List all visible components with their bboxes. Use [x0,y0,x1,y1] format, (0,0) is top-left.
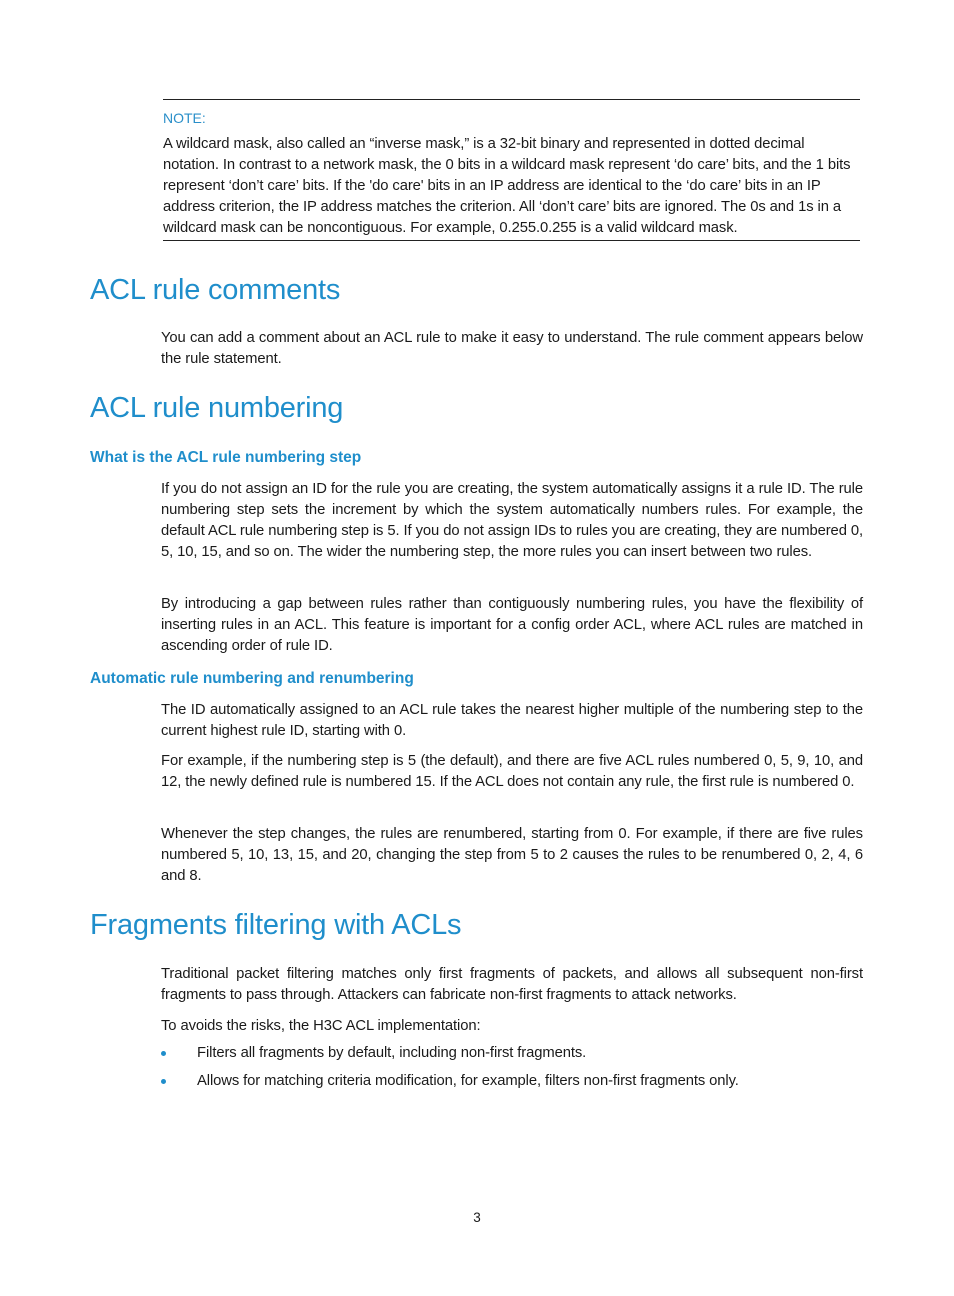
paragraph-automatic-numbering-3: Whenever the step changes, the rules are renumbered, starting from 0. For example, if there are five rules numbered 5, 10, 13, 15, and 20, changing the step from 5 to 2 causes the rules to be renumbered 0, 2, 4, 6 and 8. [161,826,863,884]
paragraph-numbering-step-2: By introducing a gap between rules rather than contiguously numbering rules, you have the flexibility of inserting rules in an ACL. This feature is important for a config order ACL, where ACL rules are matched in ascending order of rule ID. [161,596,863,654]
note-box [163,99,860,241]
page-number: 3 [473,1210,481,1225]
heading-acl-rule-comments: ACL rule comments [90,274,341,306]
list-item [161,1071,863,1092]
note-label: NOTE: [163,110,206,126]
paragraph-comments-1: You can add a comment about an ACL rule to make it easy to understand. The rule comment appears below the rule statement. [161,330,863,367]
paragraph-automatic-numbering-2: For example, if the numbering step is 5 (the default), and there are five ACL rules numbered 0, 5, 9, 10, and 12, the newly defined rule is numbered 15. If the ACL does not contain any rule, the first rule is numbered 0. [161,753,863,790]
fragments-bullet-list [161,1043,863,1099]
list-item-text: Filters all fragments by default, including non-first fragments. [197,1045,587,1061]
list-item [161,1043,863,1064]
paragraph-fragments-1: Traditional packet filtering matches only first fragments of packets, and allows all subsequent non-first fragments to pass through. Attackers can fabricate non-first fragments to attack networks. [161,966,863,1003]
paragraph-automatic-numbering-1: The ID automatically assigned to an ACL rule takes the nearest higher multiple of the numbering step to the current highest rule ID, starting with 0. [161,702,863,739]
note-text: A wildcard mask, also called an “inverse mask,” is a 32-bit binary and represented in dotted decimal notation. In contrast to a network mask, the 0 bits in a wildcard mask represent ‘do care’ bits, and the 1 bits represent ‘don’t care’ bits. If the 'do care' bits in an IP address are identical to the ‘do care’ bits in an IP address criterion, the IP address matches the criterion. All ‘don’t care’ bits are ignored. The 0s and 1s in a wildcard mask can be noncontiguous. For example, 0.255.0.255 is a valid wildcard mask. [163,136,851,236]
list-item-text: Allows for matching criteria modification, for example, filters non-first fragments only. [197,1073,739,1089]
paragraph-numbering-step-1: If you do not assign an ID for the rule you are creating, the system automatically assigns it a rule ID. The rule numbering step sets the increment by which the system automatically numbers rules. For example, the default ACL rule numbering step is 5. If you do not assign IDs to rules you are creating, they are numbered 0, 5, 10, 15, and so on. The wider the numbering step, the more rules you can insert between two rules. [161,481,863,560]
paragraph-fragments-2: To avoids the risks, the H3C ACL implementation: [161,1018,481,1034]
bullet-icon [161,1051,166,1056]
subheading-numbering-step: What is the ACL rule numbering step [90,449,362,466]
heading-fragments-filtering: Fragments filtering with ACLs [90,909,462,941]
bullet-icon [161,1079,166,1084]
heading-acl-rule-numbering: ACL rule numbering [90,392,344,424]
subheading-automatic-numbering: Automatic rule numbering and renumbering [90,670,414,687]
